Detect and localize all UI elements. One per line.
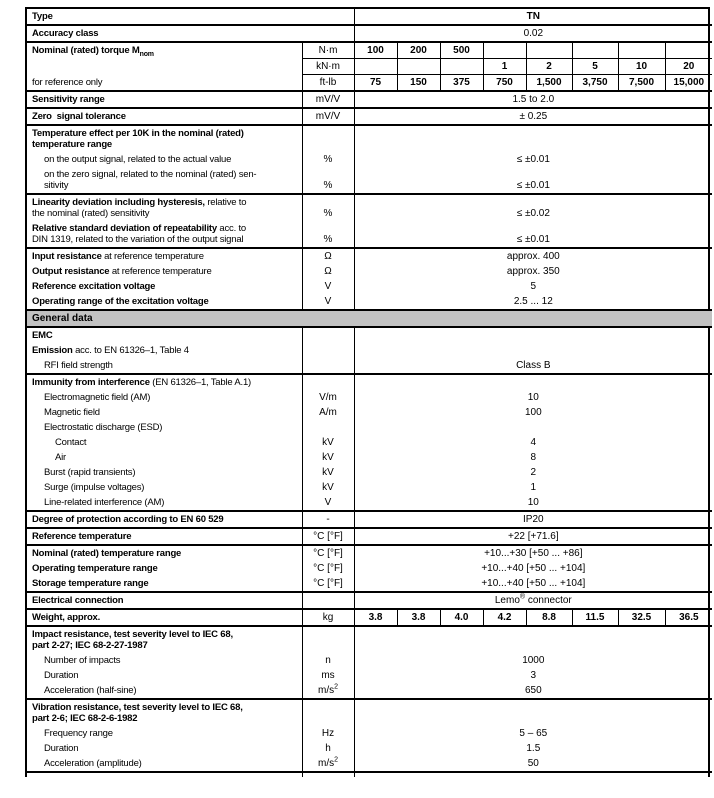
table-row-esd-air — [27, 450, 712, 465]
degree-of-protection-unit: - — [302, 511, 354, 528]
sensitivity-range-value: 1.5 to 2.0 — [354, 91, 712, 108]
spec-table-body — [27, 9, 712, 777]
esd-contact-unit: kV — [302, 435, 354, 450]
vibration-duration-value: 1.5 — [526, 743, 541, 754]
table-row-magnetic-field — [27, 405, 712, 420]
weight-cell-4: 8.8 — [526, 609, 572, 626]
repeatability-label — [27, 221, 302, 248]
weight-cell-7: 36.5 — [665, 609, 712, 626]
temp-effect-output-label — [27, 152, 302, 167]
torque-nm-cell-3 — [483, 42, 526, 59]
weight-cell-1: 3.8 — [397, 609, 440, 626]
table-row-torque-nm — [27, 42, 712, 59]
vibration-acceleration-label — [27, 756, 302, 772]
torque-ftlb-cell-0: 75 — [354, 75, 397, 92]
weight-unit: kg — [302, 609, 354, 626]
repeatability-value: ≤ ±0.01 — [516, 234, 550, 245]
table-row-temp-effect-header — [27, 125, 712, 152]
torque-knm-cell-1 — [397, 59, 440, 75]
label-text: Electrostatic discharge (ESD) — [44, 422, 163, 433]
table-row-vibration-frequency — [27, 726, 712, 741]
vibration-resistance-header-value — [354, 699, 712, 726]
accuracy-class-value: 0.02 — [354, 25, 712, 42]
operating-temp-range-value: +10...+40 [+50 ... +104] — [481, 563, 586, 574]
table-row-esd-contact — [27, 435, 712, 450]
temp-effect-zero-unit: % — [302, 167, 354, 194]
label-text: Zero signal tolerance — [32, 111, 126, 122]
vibration-frequency-unit: Hz — [302, 726, 354, 741]
electromagnetic-field-value: 10 — [527, 392, 539, 403]
accuracy-class-label — [27, 25, 354, 42]
label-text: Duration — [44, 670, 79, 681]
torque-nm-cell-1: 200 — [397, 42, 440, 59]
rfi-field-strength-value: Class B — [516, 360, 551, 371]
temp-effect-output-unit: % — [302, 152, 354, 167]
cutoff-stub-value — [354, 772, 712, 777]
table-row-impact-count — [27, 653, 712, 668]
magnetic-field-unit: A/m — [302, 405, 354, 420]
torque-nm-cell-7 — [665, 42, 712, 59]
vibration-duration-label — [27, 741, 302, 756]
table-row-line-related-interference — [27, 495, 712, 511]
label-text: Impact resistance, test severity level to IEC 68, part 2-27; IEC 68-2-27-1987 — [32, 629, 233, 651]
operating-excitation-range-label — [27, 294, 302, 310]
torque-ftlb-cell-3: 750 — [483, 75, 526, 92]
impact-count-value: 1000 — [522, 655, 545, 666]
table-row-type — [27, 9, 712, 25]
table-row-emission — [27, 343, 712, 358]
esd-air-value: 8 — [530, 452, 537, 463]
table-row-sensitivity-range — [27, 91, 712, 108]
esd-contact-label — [27, 435, 302, 450]
torque-nm-cell-0: 100 — [354, 42, 397, 59]
input-resistance-value: approx. 400 — [354, 248, 712, 264]
electrical-connection-unit — [302, 592, 354, 609]
reference-excitation-voltage-unit: V — [302, 279, 354, 294]
input-resistance-label — [27, 248, 302, 264]
table-row-electrical-connection — [27, 592, 712, 609]
label-text: Linearity deviation including hysteresis, — [32, 197, 205, 208]
impact-duration-label — [27, 668, 302, 683]
label-text: Relative standard deviation of repeatability — [32, 223, 217, 234]
degree-of-protection-label — [27, 511, 302, 528]
type-label — [27, 9, 354, 25]
input-resistance-unit: Ω — [302, 248, 354, 264]
rfi-field-strength-label — [27, 358, 302, 374]
label-text: Electrical connection — [32, 595, 124, 606]
torque-nm-cell-6 — [618, 42, 665, 59]
table-row-degree-of-protection — [27, 511, 712, 528]
general-data-section-title — [27, 310, 712, 327]
reference-excitation-voltage-value: 5 — [530, 281, 537, 292]
impact-count-unit: n — [302, 653, 354, 668]
label-text: Nominal (rated) torque $M_{nom}$ — [32, 45, 154, 58]
label-text: Air — [55, 452, 67, 463]
label-text: relative to the nominal (rated) sensitivity — [32, 197, 247, 219]
label-text: Type — [32, 11, 53, 22]
immunity-header-value — [354, 374, 712, 390]
label-text: Contact — [55, 437, 87, 448]
table-row-general-data — [27, 310, 712, 327]
label-text: Duration — [44, 743, 79, 754]
table-row-impact-resistance-header — [27, 626, 712, 653]
weight-cell-6: 32.5 — [618, 609, 665, 626]
label-text: Surge (impulse voltages) — [44, 482, 145, 493]
emc-label — [27, 327, 302, 343]
immunity-header-unit — [302, 374, 354, 390]
emission-unit — [302, 343, 354, 358]
electromagnetic-field-unit: V/m — [302, 390, 354, 405]
impact-acceleration-unit: $m/s^2$ — [302, 683, 354, 699]
weight-cell-2: 4.0 — [440, 609, 483, 626]
torque-knm-cell-0 — [354, 59, 397, 75]
temp-effect-header-label — [27, 125, 302, 152]
output-resistance-unit: Ω — [302, 264, 354, 279]
torque-nm-cell-2: 500 — [440, 42, 483, 59]
linearity-deviation-value: ≤ ±0.02 — [354, 194, 712, 221]
immunity-header-label — [27, 374, 302, 390]
label-text: Storage temperature range — [32, 578, 149, 589]
table-row-vibration-acceleration — [27, 756, 712, 772]
impact-resistance-header-value — [354, 626, 712, 653]
magnetic-field-value: 100 — [524, 407, 542, 418]
impact-resistance-header-label — [27, 626, 302, 653]
esd-air-unit: kV — [302, 450, 354, 465]
torque-nm-cell-4 — [526, 42, 572, 59]
torque-ftlb-cell-4: 1,500 — [526, 75, 572, 92]
output-resistance-label — [27, 264, 302, 279]
output-resistance-value: approx. 350 — [506, 266, 560, 277]
burst-value: 2 — [530, 467, 537, 478]
table-row-storage-temp-range — [27, 576, 712, 592]
table-row-linearity-deviation — [27, 194, 712, 221]
table-row-zero-signal-tolerance — [27, 108, 712, 125]
label-text: on the output signal, related to the actual value — [44, 154, 232, 165]
label-text: Reference temperature — [32, 531, 132, 542]
zero-signal-tolerance-label — [27, 108, 302, 125]
label-text: acc. to EN 61326–1, Table 4 — [72, 345, 189, 356]
table-row-burst — [27, 465, 712, 480]
impact-acceleration-value: 650 — [524, 685, 542, 696]
torque-nm-unit: N·m — [302, 42, 354, 59]
table-row-esd — [27, 420, 712, 435]
weight-label — [27, 609, 302, 626]
torque-ftlb-cell-2: 375 — [440, 75, 483, 92]
electromagnetic-field-label — [27, 390, 302, 405]
label-text: Line-related interference (AM) — [44, 497, 165, 508]
table-row-impact-duration — [27, 668, 712, 683]
table-row-operating-temp-range — [27, 561, 712, 576]
torque-nm-cell-5 — [572, 42, 618, 59]
label-text: Sensitivity range — [32, 94, 105, 105]
table-row-weight — [27, 609, 712, 626]
spec-table — [27, 9, 712, 777]
weight-cell-5: 11.5 — [572, 609, 618, 626]
surge-unit: kV — [302, 480, 354, 495]
reference-temperature-unit: °C [°F] — [302, 528, 354, 545]
label-text: RFI field strength — [44, 360, 113, 371]
table-row-cutoff-stub — [27, 772, 712, 777]
operating-excitation-range-unit: V — [302, 294, 354, 310]
label-text: Output resistance — [32, 266, 110, 277]
esd-air-label — [27, 450, 302, 465]
label-text: Input resistance — [32, 251, 102, 262]
storage-temp-range-label — [27, 576, 302, 592]
torque-knm-cell-2 — [440, 59, 483, 75]
nominal-temp-range-label — [27, 545, 302, 561]
table-row-temp-effect-zero — [27, 167, 712, 194]
vibration-acceleration-unit: $m/s^2$ — [302, 756, 354, 772]
emission-value — [354, 343, 712, 358]
table-row-vibration-duration — [27, 741, 712, 756]
table-row-electromagnetic-field — [27, 390, 712, 405]
temp-effect-output-value: ≤ ±0.01 — [516, 154, 550, 165]
emission-label — [27, 343, 302, 358]
label-text: Vibration resistance, test severity level to IEC 68, part 2-6; IEC 68-2-6-1982 — [32, 702, 243, 724]
esd-label — [27, 420, 302, 435]
label-text: Emission — [32, 345, 73, 356]
zero-signal-tolerance-unit: mV/V — [302, 108, 354, 125]
vibration-acceleration-value: 50 — [527, 758, 539, 769]
label-text: Degree of protection according to EN 60 529 — [32, 514, 224, 525]
line-related-interference-unit: V — [302, 495, 354, 511]
label-text: Acceleration (amplitude) — [44, 758, 142, 769]
table-row-repeatability — [27, 221, 712, 248]
torque-knm-cell-7: 20 — [665, 59, 712, 75]
surge-label — [27, 480, 302, 495]
line-related-interference-label — [27, 495, 302, 511]
label-text: Electromagnetic field (AM) — [44, 392, 151, 403]
degree-of-protection-value: IP20 — [354, 511, 712, 528]
label-text: Frequency range — [44, 728, 113, 739]
label-text: Weight, approx. — [32, 612, 101, 623]
burst-unit: kV — [302, 465, 354, 480]
label-text: at reference temperature — [109, 266, 212, 277]
label-text: Nominal (rated) temperature range — [32, 548, 182, 559]
weight-cell-0: 3.8 — [354, 609, 397, 626]
label-text: acc. to DIN 1319, related to the variation of the output signal — [32, 223, 246, 245]
burst-label — [27, 465, 302, 480]
label-text: (EN 61326–1, Table A.1) — [149, 377, 251, 388]
torque-ftlb-cell-6: 7,500 — [618, 75, 665, 92]
cutoff-stub-unit — [302, 772, 354, 777]
table-row-rfi-field-strength — [27, 358, 712, 374]
temp-effect-zero-label — [27, 167, 302, 194]
label-text: EMC — [32, 330, 53, 341]
torque-knm-unit: kN·m — [302, 59, 354, 75]
electrical-connection-value: Lemo® connector — [354, 592, 712, 609]
torque-knm-cell-3: 1 — [483, 59, 526, 75]
label-text: Operating temperature range — [32, 563, 158, 574]
operating-temp-range-label — [27, 561, 302, 576]
temp-effect-zero-value: ≤ ±0.01 — [516, 180, 550, 191]
nominal-temp-range-value: +10...+30 [+50 ... +86] — [354, 545, 712, 561]
table-row-input-resistance — [27, 248, 712, 264]
weight-cell-3: 4.2 — [483, 609, 526, 626]
label-text: Operating range of the excitation voltage — [32, 296, 209, 307]
table-row-accuracy-class — [27, 25, 712, 42]
vibration-resistance-header-unit — [302, 699, 354, 726]
impact-resistance-header-unit — [302, 626, 354, 653]
label-text: General data — [32, 313, 93, 324]
label-text: Burst (rapid transients) — [44, 467, 136, 478]
table-row-temp-effect-output — [27, 152, 712, 167]
torque-knm-cell-6: 10 — [618, 59, 665, 75]
reference-temperature-label — [27, 528, 302, 545]
vibration-frequency-label — [27, 726, 302, 741]
operating-excitation-range-value: 2.5 ... 12 — [513, 296, 553, 307]
table-row-immunity-header — [27, 374, 712, 390]
impact-acceleration-label — [27, 683, 302, 699]
storage-temp-range-unit: °C [°F] — [302, 576, 354, 592]
torque-ftlb-unit: ft-lb — [302, 75, 354, 92]
impact-duration-unit: ms — [302, 668, 354, 683]
vibration-duration-unit: h — [302, 741, 354, 756]
sensitivity-range-label — [27, 91, 302, 108]
sensitivity-range-unit: mV/V — [302, 91, 354, 108]
magnetic-field-label — [27, 405, 302, 420]
table-row-reference-temperature — [27, 528, 712, 545]
torque-nm-sublabel: for reference only — [32, 77, 103, 88]
label-text: at reference temperature — [101, 251, 204, 262]
torque-ftlb-cell-1: 150 — [397, 75, 440, 92]
impact-count-label — [27, 653, 302, 668]
reference-temperature-value: +22 [+71.6] — [354, 528, 712, 545]
storage-temp-range-value: +10...+40 [+50 ... +104] — [481, 578, 586, 589]
repeatability-unit: % — [302, 221, 354, 248]
operating-temp-range-unit: °C [°F] — [302, 561, 354, 576]
nominal-temp-range-unit: °C [°F] — [302, 545, 354, 561]
label-text: Reference excitation voltage — [32, 281, 156, 292]
label-text: Acceleration (half-sine) — [44, 685, 137, 696]
torque-nm-label — [27, 42, 302, 91]
label-text: on the zero signal, related to the nominal (rated) sen- sitivity — [44, 169, 257, 191]
esd-unit — [302, 420, 354, 435]
table-row-vibration-resistance-header — [27, 699, 712, 726]
label-text: Magnetic field — [44, 407, 100, 418]
linearity-deviation-unit: % — [302, 194, 354, 221]
vibration-resistance-header-label — [27, 699, 302, 726]
table-row-impact-acceleration — [27, 683, 712, 699]
zero-signal-tolerance-value: ± 0.25 — [354, 108, 712, 125]
electrical-connection-label — [27, 592, 302, 609]
impact-duration-value: 3 — [530, 670, 537, 681]
torque-knm-cell-5: 5 — [572, 59, 618, 75]
type-value: TN — [526, 11, 540, 22]
torque-ftlb-cell-5: 3,750 — [572, 75, 618, 92]
label-text: Accuracy class — [32, 28, 99, 39]
torque-knm-cell-4: 2 — [526, 59, 572, 75]
emc-value — [354, 327, 712, 343]
label-text: Immunity from interference — [32, 377, 150, 388]
rfi-field-strength-unit — [302, 358, 354, 374]
linearity-deviation-label — [27, 194, 302, 221]
emc-unit — [302, 327, 354, 343]
esd-value — [354, 420, 712, 435]
reference-excitation-voltage-label — [27, 279, 302, 294]
table-row-reference-excitation-voltage — [27, 279, 712, 294]
vibration-frequency-value: 5 – 65 — [519, 728, 548, 739]
table-row-emc — [27, 327, 712, 343]
temp-effect-header-unit — [302, 125, 354, 152]
temp-effect-header-value — [354, 125, 712, 152]
cutoff-stub-label — [27, 772, 302, 777]
label-text: Temperature effect per 10K in the nominal (rated) temperature range — [32, 128, 244, 150]
table-row-surge — [27, 480, 712, 495]
torque-ftlb-cell-7: 15,000 — [665, 75, 712, 92]
surge-value: 1 — [530, 482, 537, 493]
table-row-nominal-temp-range — [27, 545, 712, 561]
line-related-interference-value: 10 — [527, 497, 539, 508]
esd-contact-value: 4 — [530, 437, 537, 448]
spec-table-wrap — [25, 7, 710, 777]
label-text: Number of impacts — [44, 655, 121, 666]
table-row-output-resistance — [27, 264, 712, 279]
table-row-operating-excitation-range — [27, 294, 712, 310]
